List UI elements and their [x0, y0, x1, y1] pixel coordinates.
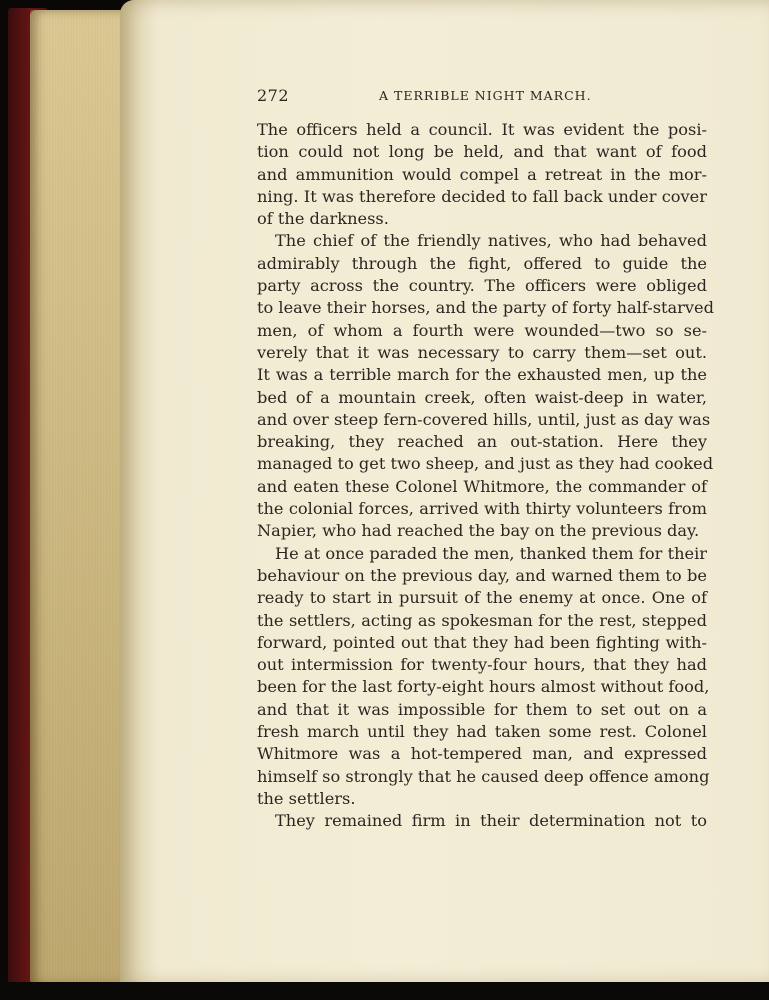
text-line: to leave their horses, and the party of forty half-starved	[257, 298, 715, 318]
text-line: They remained firm in their determination not to	[275, 811, 707, 831]
text-line: of the darkness.	[257, 209, 389, 229]
text-line: himself so strongly that he caused deep offence among	[257, 766, 710, 786]
text-line: and ammunition would compel a retreat in the mor-	[257, 164, 707, 184]
page-number: 272	[257, 86, 290, 105]
text-line: Napier, who had reached the bay on the previous day.	[257, 521, 700, 541]
text-line: ning. It was therefore decided to fall back under cover	[257, 186, 707, 206]
text-line: been for the last forty-eight hours almost without food,	[257, 677, 710, 697]
text-line: behaviour on the previous day, and warned them to be	[257, 565, 707, 585]
text-line: Whitmore was a hot-tempered man, and expressed	[257, 744, 707, 764]
text-line: and over steep fern-covered hills, until, just as day was	[257, 409, 711, 429]
text-line: men, of whom a fourth were wounded—two so se-	[257, 320, 707, 340]
body-text	[257, 119, 715, 833]
text-line: The officers held a council. It was evident the posi-	[257, 120, 707, 139]
scan-bottom-shadow	[0, 982, 769, 1000]
text-line: managed to get two sheep, and just as they had cooked	[257, 454, 714, 474]
text-line: the settlers, acting as spokesman for the rest, stepped	[257, 610, 707, 630]
running-title: A TERRIBLE NIGHT MARCH.	[379, 88, 592, 103]
text-line: verely that it was necessary to carry them—set out.	[257, 342, 707, 362]
running-head	[257, 86, 707, 108]
text-line: and eaten these Colonel Whitmore, the commander of	[257, 476, 707, 496]
text-line: ready to start in pursuit of the enemy at once. One of	[257, 588, 707, 608]
text-line: It was a terrible march for the exhausted men, up the	[257, 365, 707, 385]
text-line: The chief of the friendly natives, who had behaved	[275, 231, 707, 251]
text-line: the settlers.	[257, 788, 356, 808]
text-line: the colonial forces, arrived with thirty volunteers from	[257, 499, 707, 519]
text-line: bed of a mountain creek, often waist-deep in water,	[257, 387, 707, 407]
text-line: tion could not long be held, and that want of food	[257, 142, 707, 162]
text-line: He at once paraded the men, thanked them for their	[275, 543, 707, 563]
text-line: fresh march until they had taken some rest. Colonel	[257, 722, 707, 742]
text-line: admirably through the fight, offered to guide the	[257, 253, 707, 273]
text-line: party across the country. The officers were obliged	[257, 276, 707, 296]
text-line: breaking, they reached an out-station. Here they	[257, 432, 707, 452]
text-line: forward, pointed out that they had been fighting with-	[257, 632, 707, 652]
text-line: and that it was impossible for them to set out on a	[257, 699, 707, 719]
text-line: out intermission for twenty-four hours, that they had	[257, 655, 707, 675]
